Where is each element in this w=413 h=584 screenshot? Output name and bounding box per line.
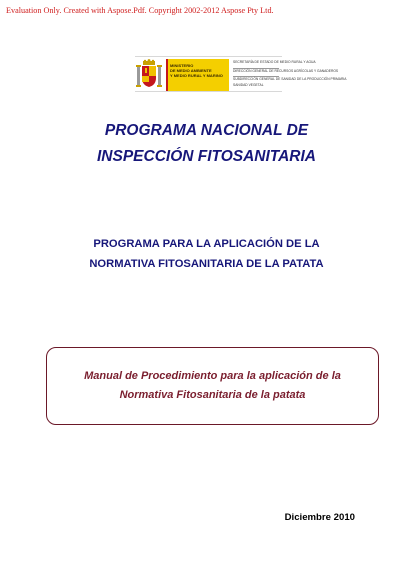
manual-title-line: Manual de Procedimiento para la aplicación de la (84, 370, 341, 382)
program-subtitle (0, 234, 413, 274)
watermark-text: Evaluation Only. Created with Aspose.Pdf. Copyright 2002-2012 Aspose Pty Ltd. (6, 6, 274, 15)
program-subtitle-line: NORMATIVA FITOSANITARIA DE LA PATATA (89, 258, 324, 270)
subdepartment-block (233, 59, 347, 91)
subdepartment-line: SANIDAD VEGETAL (233, 83, 264, 87)
ministry-name-block (166, 59, 229, 91)
manual-title-line: Normativa Fitosanitaria de la patata (119, 389, 306, 401)
ministry-line: DE MEDIO AMBIENTE (170, 68, 212, 73)
ministry-logo (135, 56, 347, 92)
main-title (0, 118, 413, 170)
manual-title-box (46, 347, 379, 425)
ministry-line: MINISTERIO (170, 63, 194, 68)
subdepartment-line: SUBDIRECCIÓN GENERAL DE SANIDAD DE LA PRODUCCIÓN PRIMARIA (233, 77, 347, 81)
program-subtitle-line: PROGRAMA PARA LA APLICACIÓN DE LA (93, 238, 320, 250)
subdepartment-line: DIRECCIÓN GENERAL DE RECURSOS AGRÍCOLAS Y GANADEROS (233, 69, 339, 73)
subdepartment-line: SECRETARÍA DE ESTADO DE MEDIO RURAL Y AGUA (233, 60, 316, 64)
main-title-line: INSPECCIÓN FITOSANITARIA (96, 148, 317, 165)
publication-date: Diciembre 2010 (284, 512, 355, 523)
ministry-line: Y MEDIO RURAL Y MARINO (170, 73, 223, 78)
coat-of-arms-icon (135, 59, 163, 91)
main-title-line: PROGRAMA NACIONAL DE (104, 122, 309, 139)
